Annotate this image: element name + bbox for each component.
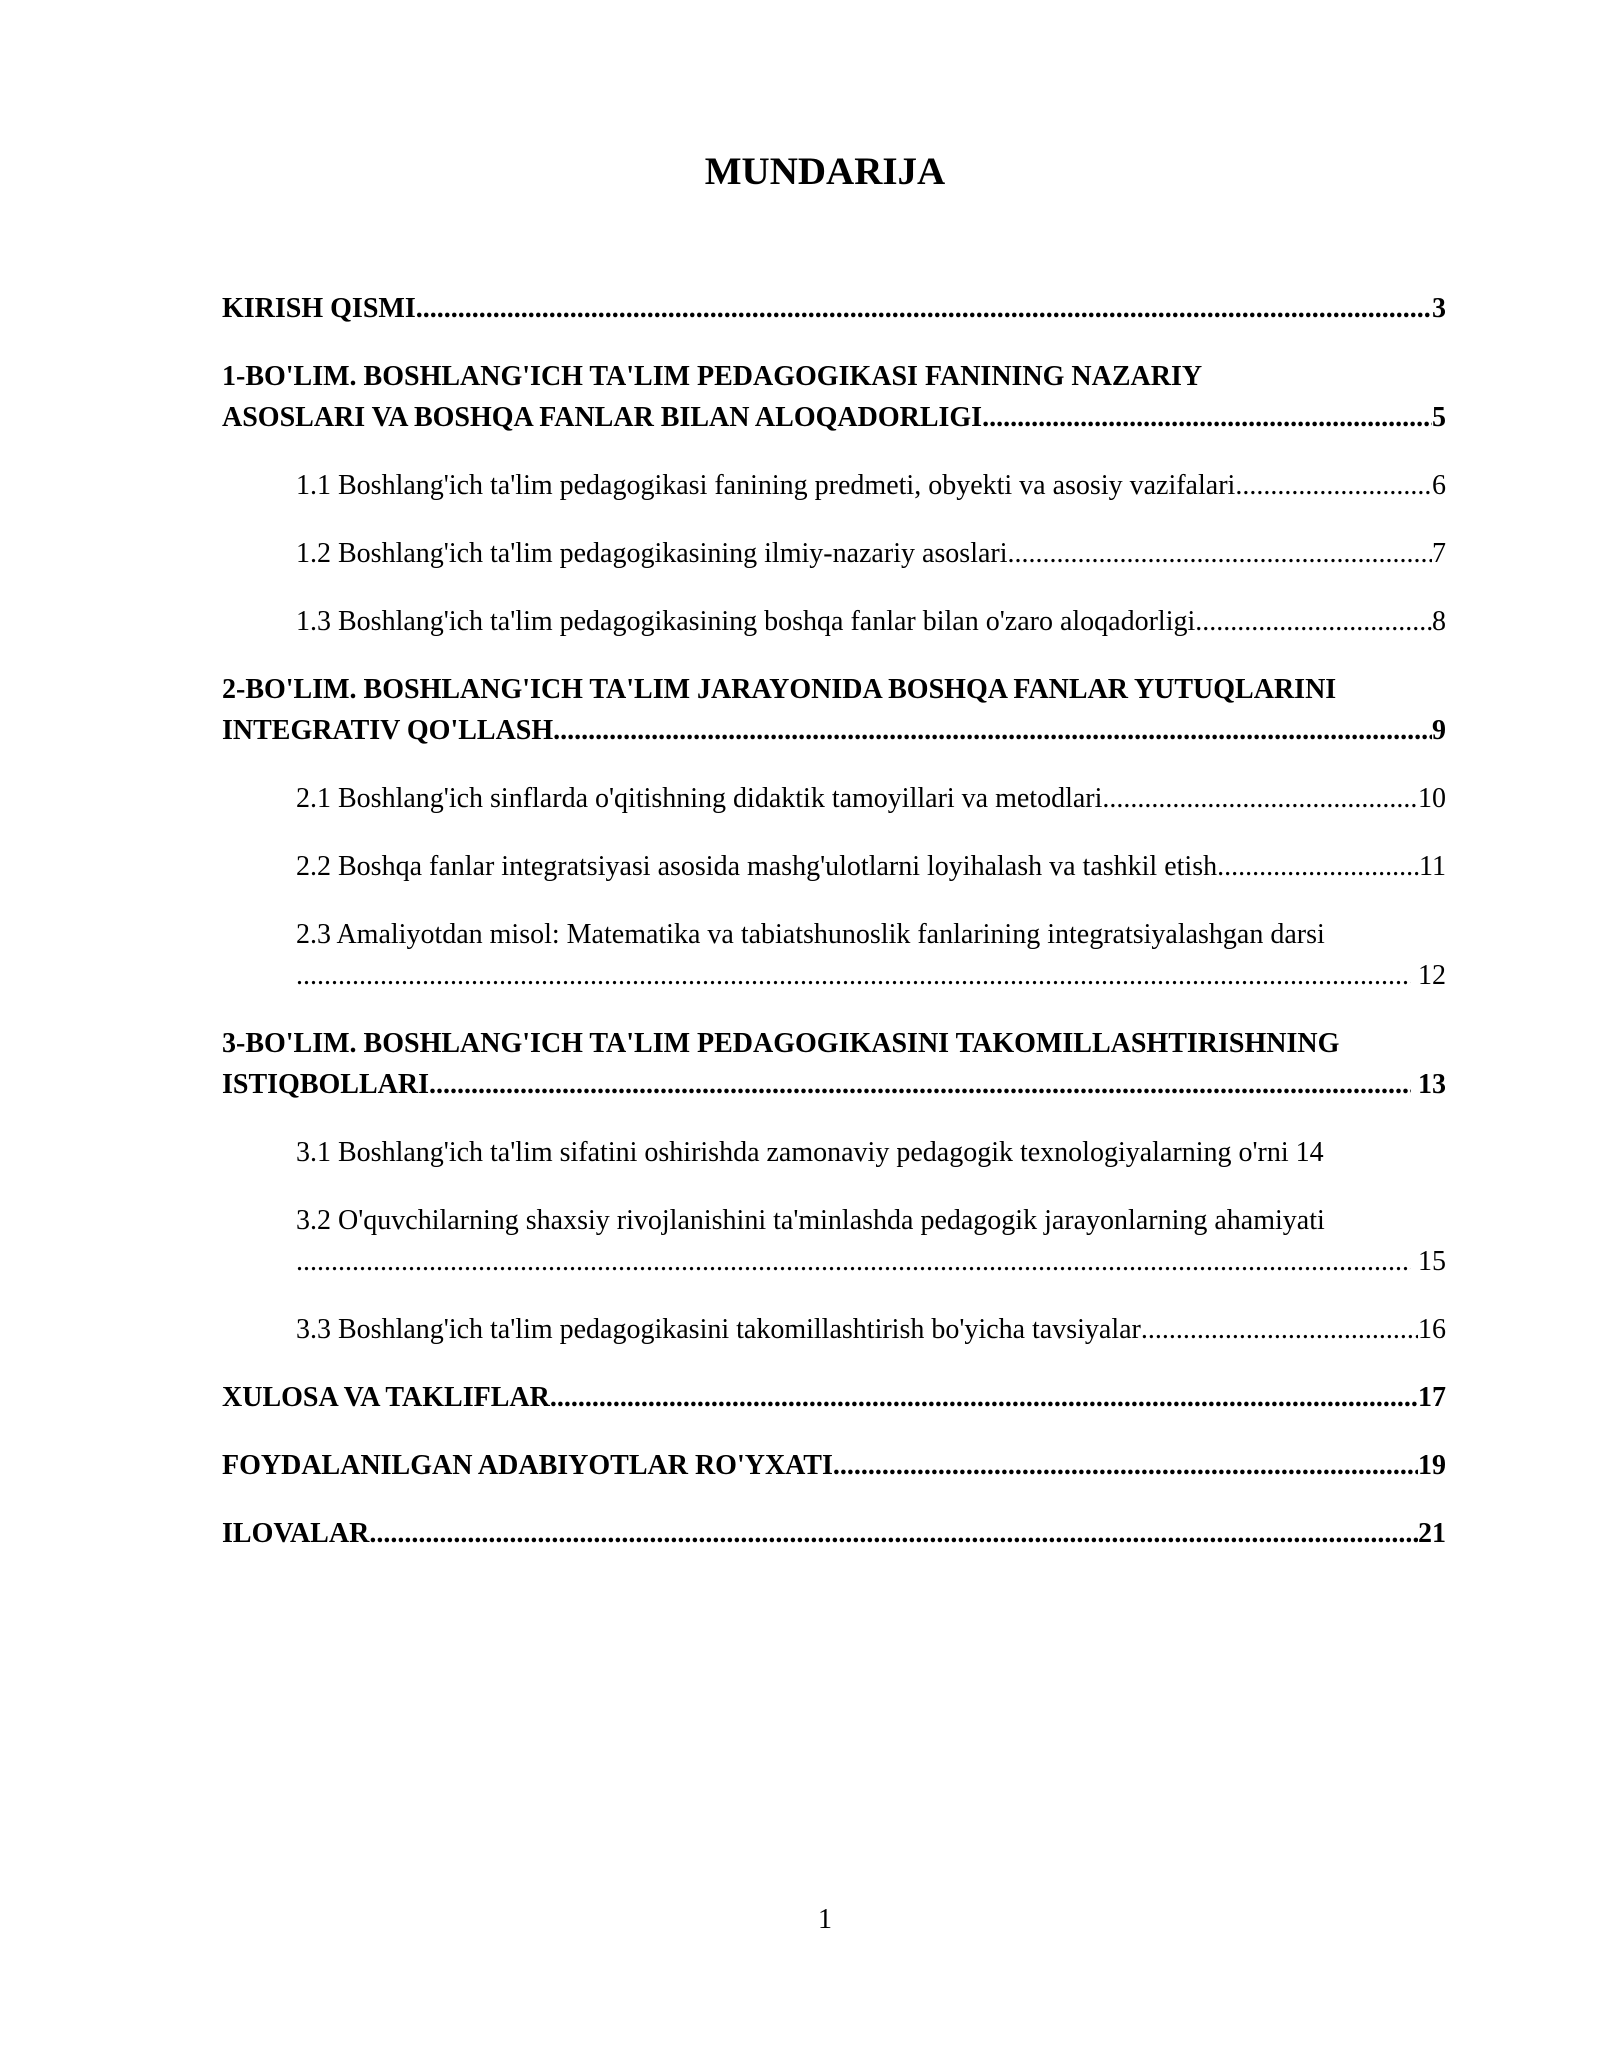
dot-leader: [833, 1445, 1418, 1486]
toc-entry-conclusion[interactable]: [222, 1377, 1446, 1418]
toc-entry-section-2[interactable]: [222, 669, 1490, 751]
dot-leader: [296, 955, 1411, 996]
dot-leader: [1141, 1309, 1418, 1350]
dot-leader: [553, 710, 1432, 751]
toc-page-number: 9: [1432, 715, 1446, 746]
toc-entry-label: 1.2 Boshlang'ich ta'lim pedagogikasining ilmiy-nazariy asoslari: [296, 538, 1008, 569]
toc-entry-label: FOYDALANILGAN ADABIYOTLAR RO'YXATI: [222, 1450, 833, 1481]
toc-entry-label-line2: ASOSLARI VA BOSHQA FANLAR BILAN ALOQADORLIGI: [222, 402, 983, 433]
toc-page-number: 19: [1418, 1450, 1446, 1481]
dot-leader: [416, 288, 1432, 329]
dot-leader: [982, 397, 1432, 438]
dot-leader: [1217, 846, 1419, 887]
toc-entry-3-1[interactable]: [222, 1132, 1446, 1173]
toc-page-number: 14: [1295, 1137, 1324, 1168]
toc-entry-label: XULOSA VA TAKLIFLAR: [222, 1382, 550, 1413]
toc-page-number: 11: [1419, 851, 1446, 882]
toc-page-number: 15: [1418, 1246, 1446, 1277]
toc-entry-label-line1: 3-BO'LIM. BOSHLANG'ICH TA'LIM PEDAGOGIKASINI TAKOMILLASHTIRISHNING: [222, 1028, 1340, 1059]
toc-entry-section-1[interactable]: [222, 356, 1446, 438]
dot-leader: [1008, 533, 1433, 574]
dot-leader: [1195, 601, 1432, 642]
toc-entry-2-3[interactable]: [222, 914, 1446, 996]
toc-entry-label-line2: INTEGRATIV QO'LLASH: [222, 715, 554, 746]
dot-leader: [1235, 465, 1432, 506]
document-title: MUNDARIJA: [704, 150, 946, 193]
toc-entry-label: 2.1 Boshlang'ich sinflarda o'qitishning didaktik tamoyillari va metodlari: [296, 783, 1103, 814]
table-of-contents: [222, 288, 1446, 1581]
toc-entry-1-1[interactable]: [222, 465, 1446, 506]
toc-entry-appendices[interactable]: [222, 1513, 1446, 1554]
toc-entry-label-line2: ISTIQBOLLARI: [222, 1069, 429, 1100]
toc-entry-2-2[interactable]: [222, 846, 1446, 887]
toc-entry-label: 3.1 Boshlang'ich ta'lim sifatini oshirishda zamonaviy pedagogik texnologiyalarning o'rni: [296, 1137, 1289, 1168]
toc-entry-label: 3.3 Boshlang'ich ta'lim pedagogikasini takomillashtirish bo'yicha tavsiyalar: [296, 1314, 1141, 1345]
toc-entry-label: ILOVALAR: [222, 1518, 370, 1549]
dot-leader: [296, 1241, 1411, 1282]
toc-entry-label-line1: 3.2 O'quvchilarning shaxsiy rivojlanishini ta'minlashda pedagogik jarayonlarning ahamiyati: [296, 1205, 1325, 1236]
toc-entry-label-line1: 2-BO'LIM. BOSHLANG'ICH TA'LIM JARAYONIDA BOSHQA FANLAR YUTUQLARINI: [222, 674, 1337, 705]
toc-entry-label: KIRISH QISMI: [222, 293, 416, 324]
page-number: 1: [818, 1904, 832, 1935]
toc-page-number: 16: [1418, 1314, 1446, 1345]
toc-entry-references[interactable]: [222, 1445, 1446, 1486]
toc-page-number: 5: [1432, 402, 1446, 433]
toc-entry-3-3[interactable]: [222, 1309, 1446, 1350]
toc-entry-introduction[interactable]: [222, 288, 1446, 329]
toc-entry-1-3[interactable]: [222, 601, 1446, 642]
toc-page-number: 17: [1418, 1382, 1446, 1413]
dot-leader: [550, 1377, 1418, 1418]
toc-page-number: 12: [1418, 960, 1446, 991]
dot-leader: [369, 1513, 1418, 1554]
toc-entry-3-2[interactable]: [222, 1200, 1446, 1282]
toc-entry-2-1[interactable]: [222, 778, 1446, 819]
dot-leader: [1102, 778, 1418, 819]
toc-entry-1-2[interactable]: [222, 533, 1446, 574]
toc-page-number: 3: [1432, 293, 1446, 324]
toc-entry-section-3[interactable]: [222, 1023, 1490, 1105]
toc-entry-label: 1.3 Boshlang'ich ta'lim pedagogikasining boshqa fanlar bilan o'zaro aloqadorligi: [296, 606, 1196, 637]
toc-entry-label: 1.1 Boshlang'ich ta'lim pedagogikasi fanining predmeti, obyekti va asosiy vazifalari: [296, 470, 1236, 501]
toc-page-number: 21: [1418, 1518, 1446, 1549]
toc-page-number: 10: [1418, 783, 1446, 814]
toc-entry-label-line1: 2.3 Amaliyotdan misol: Matematika va tabiatshunoslik fanlarining integratsiyalashgan darsi: [296, 919, 1325, 950]
toc-entry-label: 2.2 Boshqa fanlar integratsiyasi asosida mashg'ulotlarni loyihalash va tashkil etish: [296, 851, 1218, 882]
toc-page-number: 8: [1432, 606, 1446, 637]
toc-page-number: 7: [1432, 538, 1446, 569]
dot-leader: [429, 1064, 1411, 1105]
toc-page-number: 6: [1432, 470, 1446, 501]
toc-page-number: 13: [1418, 1069, 1446, 1100]
toc-entry-label-line1: 1-BO'LIM. BOSHLANG'ICH TA'LIM PEDAGOGIKASI FANINING NAZARIY: [222, 361, 1203, 392]
